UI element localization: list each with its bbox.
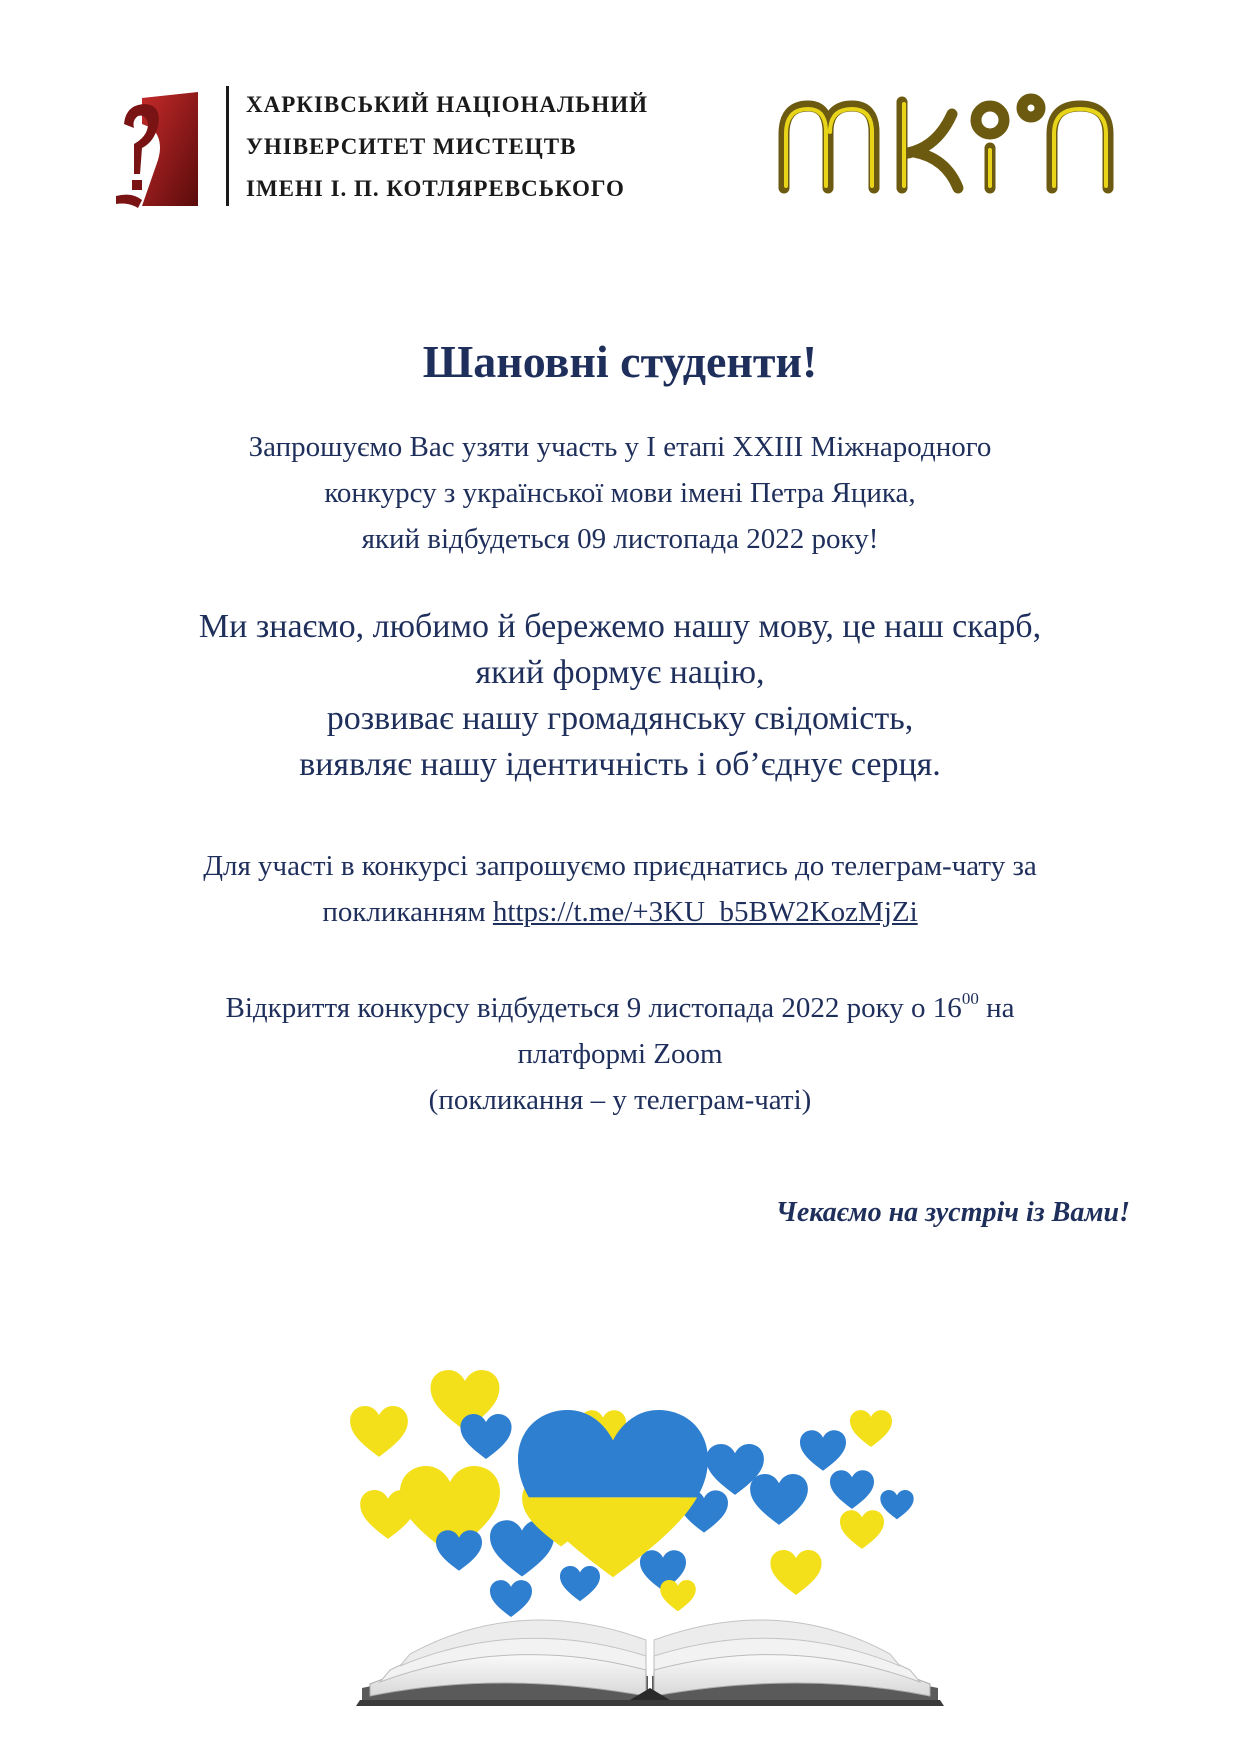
telegram-paragraph — [0, 843, 1240, 935]
university-name-line: УНІВЕРСИТЕТ МИСТЕЦТВ — [246, 134, 577, 159]
opening-note: (покликання – у телеграм-чаті) — [428, 1084, 812, 1116]
university-emblem-icon — [112, 90, 202, 212]
statement-line: Ми знаємо, любимо й бережемо нашу мову, це наш скарб, — [198, 608, 1042, 645]
statement-paragraph — [0, 604, 1240, 788]
opening-time-superscript: 00 — [961, 989, 979, 1008]
telegram-link-line — [0, 889, 1240, 935]
opening-paragraph — [0, 976, 1240, 1123]
closing-line: Чекаємо на зустріч із Вами! — [775, 1197, 1130, 1228]
open-book-with-hearts-icon — [340, 1370, 960, 1710]
header-divider — [226, 86, 229, 206]
statement-line: розвиває нашу громадянську свідомість, — [326, 700, 914, 737]
opening-suffix: на — [986, 992, 1015, 1024]
telegram-link-prefix: покликанням — [322, 896, 486, 928]
telegram-line: Для участі в конкурсі запрошуємо приєднатись до телеграм-чату за — [203, 850, 1037, 882]
statement-line: виявляє нашу ідентичність і об’єднує серця. — [299, 746, 941, 783]
page-title: Шановні студенти! — [422, 336, 818, 387]
statement-line: який формує націю, — [475, 654, 765, 691]
university-name-line: ХАРКІВСЬКИЙ НАЦІОНАЛЬНИЙ — [246, 92, 649, 117]
opening-text: Відкриття конкурсу відбудеться 9 листопада 2022 року о 16 — [225, 992, 962, 1024]
university-name-line: ІМЕНІ І. П. КОТЛЯРЕВСЬКОГО — [246, 176, 625, 201]
opening-line — [0, 976, 1240, 1031]
opening-platform: платформі Zoom — [517, 1038, 723, 1070]
intro-paragraph — [0, 424, 1240, 562]
mkip-logo — [776, 92, 1136, 202]
intro-line: Запрошуємо Вас узяти участь у І етапі XXIII Міжнародного — [248, 431, 992, 463]
header — [0, 80, 1240, 210]
intro-line: конкурсу з української мови імені Петра Яцика, — [324, 477, 916, 509]
intro-line: який відбудеться 09 листопада 2022 року! — [361, 523, 879, 555]
telegram-link[interactable]: https://t.me/+3KU_b5BW2KozMjZi — [492, 896, 918, 928]
university-name — [246, 84, 648, 210]
